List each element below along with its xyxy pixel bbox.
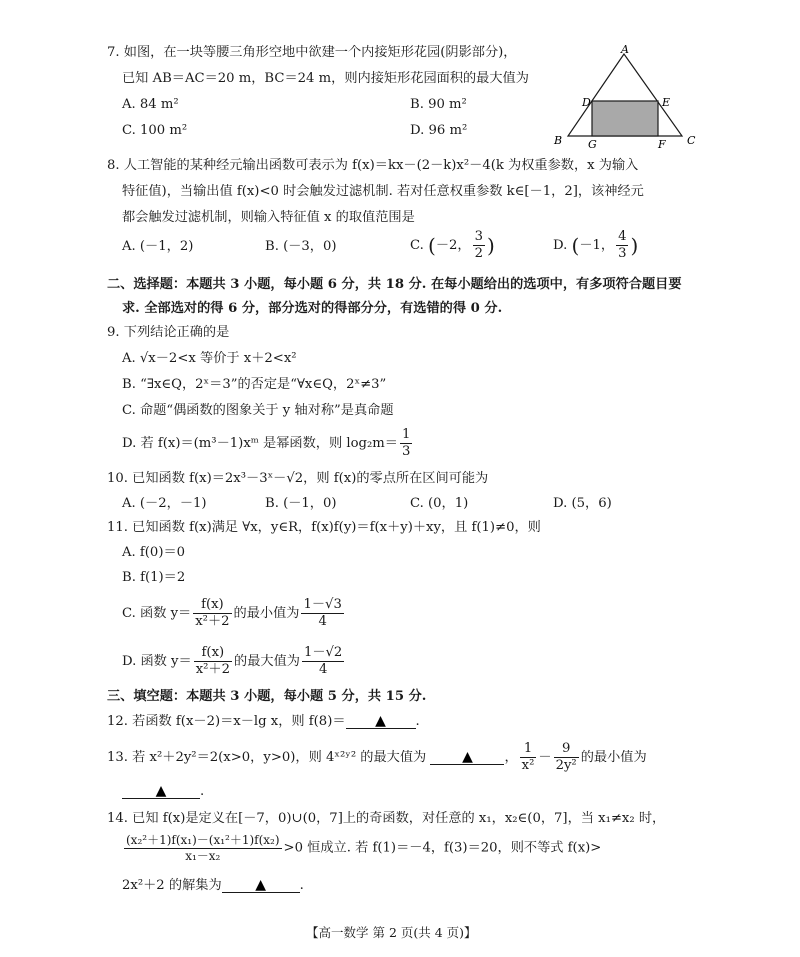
label-f: F <box>658 138 666 150</box>
q8-stem-line3: 都会触发过滤机制，则输入特征值 x 的取值范围是 <box>122 210 415 225</box>
q11-option-a: A. f(0)＝0 <box>122 545 186 560</box>
label-c: C <box>687 134 696 147</box>
q8-stem-line2: 特征值)，当输出值 f(x)<0 时会触发过滤机制. 若对任意权重参数 k∈[－1，2]，该神经元 <box>122 184 644 199</box>
q7-stem-line1: 7. 如图，在一块等腰三角形空地中欲建一个内接矩形花园(阴影部分)， <box>107 45 517 60</box>
q9-option-c: C. 命题“偶函数的图象关于 y 轴对称”是真命题 <box>122 403 394 418</box>
q11-stem: 11. 已知函数 f(x)满足 ∀x，y∈R，f(x)f(y)＝f(x＋y)＋xy，且 f(1)≠0，则 <box>107 520 541 535</box>
q10-option-d: D. (5，6) <box>553 496 612 511</box>
q14-stem-line1: 14. 已知 f(x)是定义在[－7，0)∪(0，7]上的奇函数，对任意的 x₁，x₂∈(0，7]，当 x₁≠x₂ 时， <box>107 811 666 826</box>
q10-option-b: B. (－1，0) <box>265 496 337 511</box>
shaded-rectangle <box>592 101 658 136</box>
q14-stem-line2: $\frac{\text{(x₂²＋1)f(x₁)－(x₁²＋1)f(x₂)}}{\text{x₁－x₂}}$ >0 恒成立. 若 f(1)＝－4，f(3)＝20，则不等式 f(x)> <box>126 833 602 863</box>
q11-option-d: D. 函数 y＝ $\frac{f(x)}{\text{x²＋2}}$ 的最大值为 $\frac{1-√2}{4}$ <box>122 645 343 677</box>
q13-stem: 13. 若 x²＋2y²＝2(x>0，y>0)，则 4ˣ²ʸ² 的最大值为 ▲ ， $\frac{1}{\text{x²}}$ － $\frac{9}{\text{2y²}}$ 的最小值为 <box>107 741 647 773</box>
label-g: G <box>588 138 597 150</box>
answer-blank-triangle-icon: ▲ <box>255 877 267 893</box>
q9-stem: 9. 下列结论正确的是 <box>107 325 230 340</box>
q14-stem-line3: 2x²＋2 的解集为 ▲ . <box>122 877 304 893</box>
q7-stem-line2: 已知 AB＝AC＝20 m，BC＝24 m，则内接矩形花园面积的最大值为 <box>122 71 529 86</box>
q13-blank2-line: ▲ . <box>122 784 204 799</box>
triangle-figure <box>550 44 700 150</box>
q10-option-a: A. (－2，－1) <box>122 496 207 511</box>
q8-option-c: C. (－2， $\frac{3}{2}$ ) <box>410 229 495 261</box>
answer-blank-triangle-icon: ▲ <box>155 783 167 799</box>
label-e: E <box>662 96 671 109</box>
q9-option-b: B. “∃x∈Q，2ˣ＝3”的否定是“∀x∈Q，2ˣ≠3” <box>122 377 387 392</box>
q11-option-c: C. 函数 y＝ $\frac{f(x)}{\text{x²＋2}}$ 的最小值为 $\frac{1-√3}{4}$ <box>122 597 342 629</box>
section2-heading-line2: 求. 全部选对的得 6 分，部分选对的得部分分，有选错的得 0 分. <box>122 301 503 316</box>
q9-option-d: D. 若 f(x)＝(m³－1)xᵐ 是幂函数，则 log₂m＝ $\frac{1}{3}$ <box>122 427 411 459</box>
label-a: A <box>621 44 629 56</box>
answer-blank-triangle-icon: ▲ <box>462 748 473 765</box>
q8-option-d: D. (－1， $\frac{4}{3}$ ) <box>553 229 639 261</box>
q8-option-a: A. (－1，2) <box>122 239 194 254</box>
answer-blank-triangle-icon: ▲ <box>375 713 386 729</box>
q7-option-a: A. 84 m² <box>122 97 179 112</box>
q8-stem-line1: 8. 人工智能的某种经元输出函数可表示为 f(x)＝kx－(2－k)x²－4(k 为权重参数，x 为输入 <box>107 158 639 173</box>
q9-option-a: A. √x－2<x 等价于 x＋2<x² <box>122 351 297 366</box>
page-footer: 【高一数学 第 2 页(共 4 页)】 <box>306 925 477 940</box>
q7-option-d: D. 96 m² <box>410 123 468 138</box>
q12-stem: 12. 若函数 f(x－2)＝x－lg x，则 f(8)＝ ▲ . <box>107 713 420 729</box>
q10-option-c: C. (0，1) <box>410 496 469 511</box>
q7-option-c: C. 100 m² <box>122 123 188 138</box>
q8-option-b: B. (－3，0) <box>265 239 337 254</box>
q11-option-b: B. f(1)＝2 <box>122 570 186 585</box>
q10-stem: 10. 已知函数 f(x)＝2x³－3ˣ－√2，则 f(x)的零点所在区间可能为 <box>107 471 489 486</box>
q7-option-b: B. 90 m² <box>410 97 467 112</box>
section2-heading-line1: 二、选择题：本题共 3 小题，每小题 6 分，共 18 分. 在每小题给出的选项中，有多项符合题目要 <box>107 277 682 292</box>
section3-heading: 三、填空题：本题共 3 小题，每小题 5 分，共 15 分. <box>107 689 427 704</box>
label-b: B <box>554 134 563 147</box>
label-d: D <box>582 96 591 109</box>
